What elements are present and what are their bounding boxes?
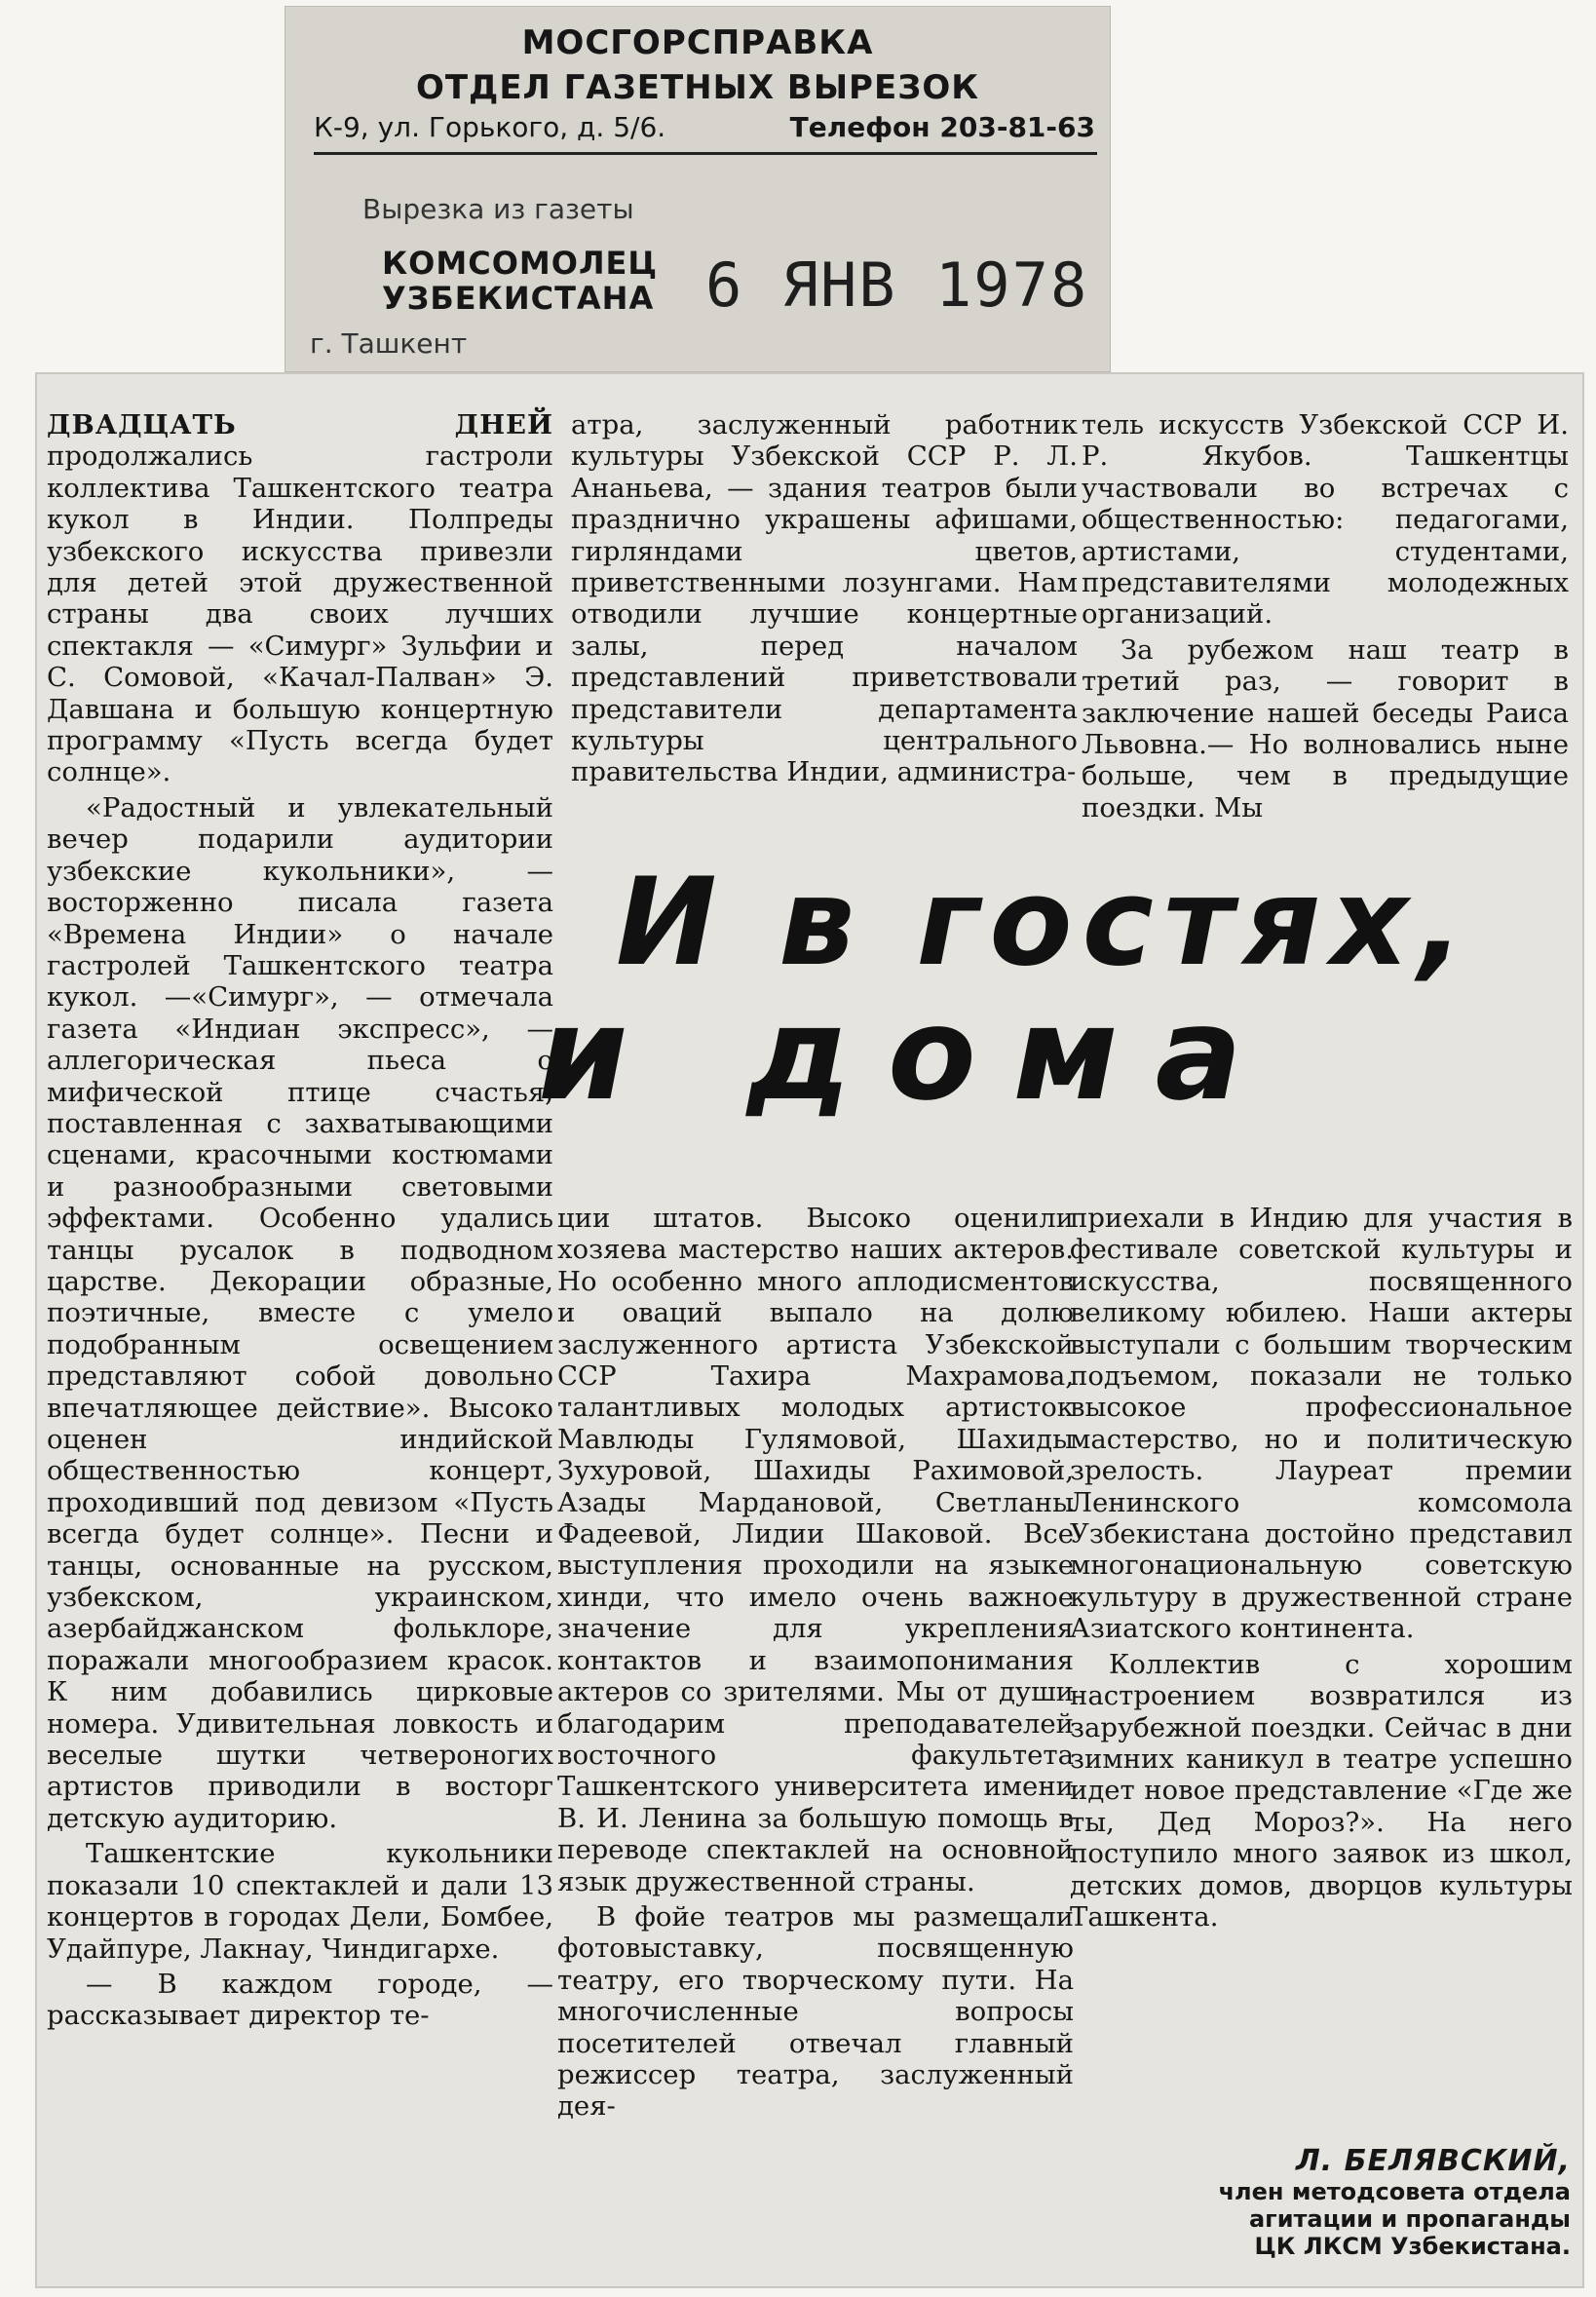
author-name: Л. БЕЛЯВСКИЙ, [1295, 2144, 1571, 2178]
newspaper-clipping [35, 372, 1584, 2288]
headline-line2: и дома [538, 979, 1279, 1129]
article-paragraph: За рубежом наш театр в третий раз, — говорит в заключение нашей беседы Раиса Львовна.— Но волновались ныне больше, чем в предыдущие поездки. Мы [1082, 633, 1569, 823]
author-role-line3: ЦК ЛКСМ Узбекистана. [1254, 2233, 1571, 2260]
headline-line1: И в гостях, [616, 853, 1474, 993]
stamp-org-line1: МОСГОРСПРАВКА [521, 23, 874, 62]
stamp-paper-line2: УЗБЕКИСТАНА [382, 280, 655, 317]
article-headline [538, 853, 1580, 1129]
stamp-org-line2: ОТДЕЛ ГАЗЕТНЫХ ВЫРЕЗОК [415, 68, 980, 107]
stamp-newspaper-name [382, 246, 658, 316]
stamp-divider [314, 152, 1097, 155]
article-paragraph: «Радостный и увлекательный вечер подарили аудитории узбекские кукольники», — восторженно писала газета «Времена Индии» о начале гастролей Ташкентского театра кукол. —«Симург», — отмечала газета «Индиан экспресс», — аллегорическая пьеса о мифической птице счастья, поставленная с захватывающими сценами, красочными костюмами и разнообразными световыми эффектами. Особенно удались танцы русалок в подводном царстве. Декорации образные, поэтичные, вместе с умело подобранным освещением представляют собой довольно впечатляющее действие». Высоко оценен индийской общественностью концерт, проходивший под девизом «Пусть всегда будет солнце». Песни и танцы, основанные на русском, узбекском, украинском, азербайджанском фольклоре, поражали многообразием красок. К ним добавились цирковые номера. Удивительная ловкость и веселые шутки четвероногих артистов приводили в восторг детскую аудиторию. [47, 791, 553, 1834]
article-column-2-top [571, 409, 1078, 788]
article-paragraph: В фойе театров мы размещали фотовыставку, посвященную театру, его творческому пути. На многочисленные вопросы посетителей отвечал главный режиссер театра, заслуженный дея- [557, 1900, 1074, 2123]
article-paragraph: Коллектив с хорошим настроением возвратился из зарубежной поездки. Сейчас в дни зимних каникул в театре успешно идет новое представление «Где же ты, Дед Мороз?». На него поступило много заявок из школ, детских домов, дворцов культуры Ташкента. [1070, 1648, 1573, 1933]
stamp-address: К-9, ул. Горького, д. 5/6. [314, 111, 666, 143]
stamp-cut-from-label: Вырезка из газеты [362, 193, 634, 225]
stamp-phone: Телефон 203-81-63 [789, 111, 1095, 143]
article-paragraph: ции штатов. Высоко оценили хозяева мастерство наших актеров. Но особенно много аплодисментов и оваций выпало на долю заслуженного артиста Узбекской ССР Тахира Махрамова, талантливых молодых артисток Мавлюды Гулямовой, Шахиды Зухуровой, Шахиды Рахимовой, Азады Мардановой, Светланы Фадеевой, Лидии Шаковой. Все выступления проходили на языке хинди, что имело очень важное значение для укрепления контактов и взаимопонимания актеров со зрителями. Мы от души благодарим преподавателей восточного факультета Ташкентского университета имени В. И. Ленина за большую помощь в переводе спектаклей на основной язык дружественной страны. [557, 1203, 1074, 1897]
article-paragraph: — В каждом городе, — рассказывает директор те- [47, 1968, 553, 2032]
stamp-city: г. Ташкент [310, 327, 468, 360]
author-role-line2: агитации и пропаганды [1248, 2205, 1571, 2233]
article-paragraph: приехали в Индию для участия в фестивале советской культуры и искусства, посвященного великому юбилею. Наши актеры выступали с большим творческим подъемом, показали не только высокое профессиональное мастерство, но и политическую зрелость. Лауреат премии Ленинского комсомола Узбекистана достойно представил многонациональную советскую культуру в дружественной стране Азиатского континента. [1070, 1203, 1573, 1645]
article-lead-words: ДВАДЦАТЬ ДНЕЙ [47, 409, 553, 440]
article-column-1 [47, 409, 553, 2032]
author-signature [1074, 2144, 1571, 2260]
article-paragraph: тель искусств Узбекской ССР И. Р. Якубов. Ташкентцы участвовали во встречах с общественностью: педагогами, артистами, студентами, представителями молодежных организаций. [1082, 409, 1569, 631]
author-role-line1: член методсовета отдела [1218, 2178, 1571, 2205]
article-text: продолжались гастроли коллектива Ташкентского театра кукол в Индии. Полпреды узбекского искусства привезли для детей этой дружественной страны два своих лучших спектакля — «Симург» Зульфии и С. Сомовой, «Качал-Палван» Э. Давшана и большую концертную программу «Пусть всегда будет солнце». [47, 440, 553, 788]
clipping-service-stamp [285, 6, 1111, 372]
article-paragraph: атра, заслуженный работник культуры Узбекской ССР Р. Л. Ананьева, — здания театров были празднично украшены афишами, гирляндами цветов, приветственными лозунгами. Нам отводили лучшие концертные залы, перед началом представлений приветствовали представители департамента культуры центрального правительства Индии, администра- [571, 409, 1078, 788]
article-paragraph: Ташкентские кукольники показали 10 спектаклей и дали 13 концертов в городах Дели, Бомбее, Удайпуре, Лакнау, Чиндигархе. [47, 1838, 553, 1965]
article-column-3-top [1082, 409, 1569, 823]
article-paragraph [47, 409, 553, 788]
stamp-date: 6 ЯНВ 1978 [705, 249, 1089, 321]
stamp-paper-line1: КОМСОМОЛЕЦ [382, 245, 659, 282]
article-column-2-bottom [557, 1203, 1074, 2123]
article-column-3-bottom [1070, 1203, 1573, 1933]
